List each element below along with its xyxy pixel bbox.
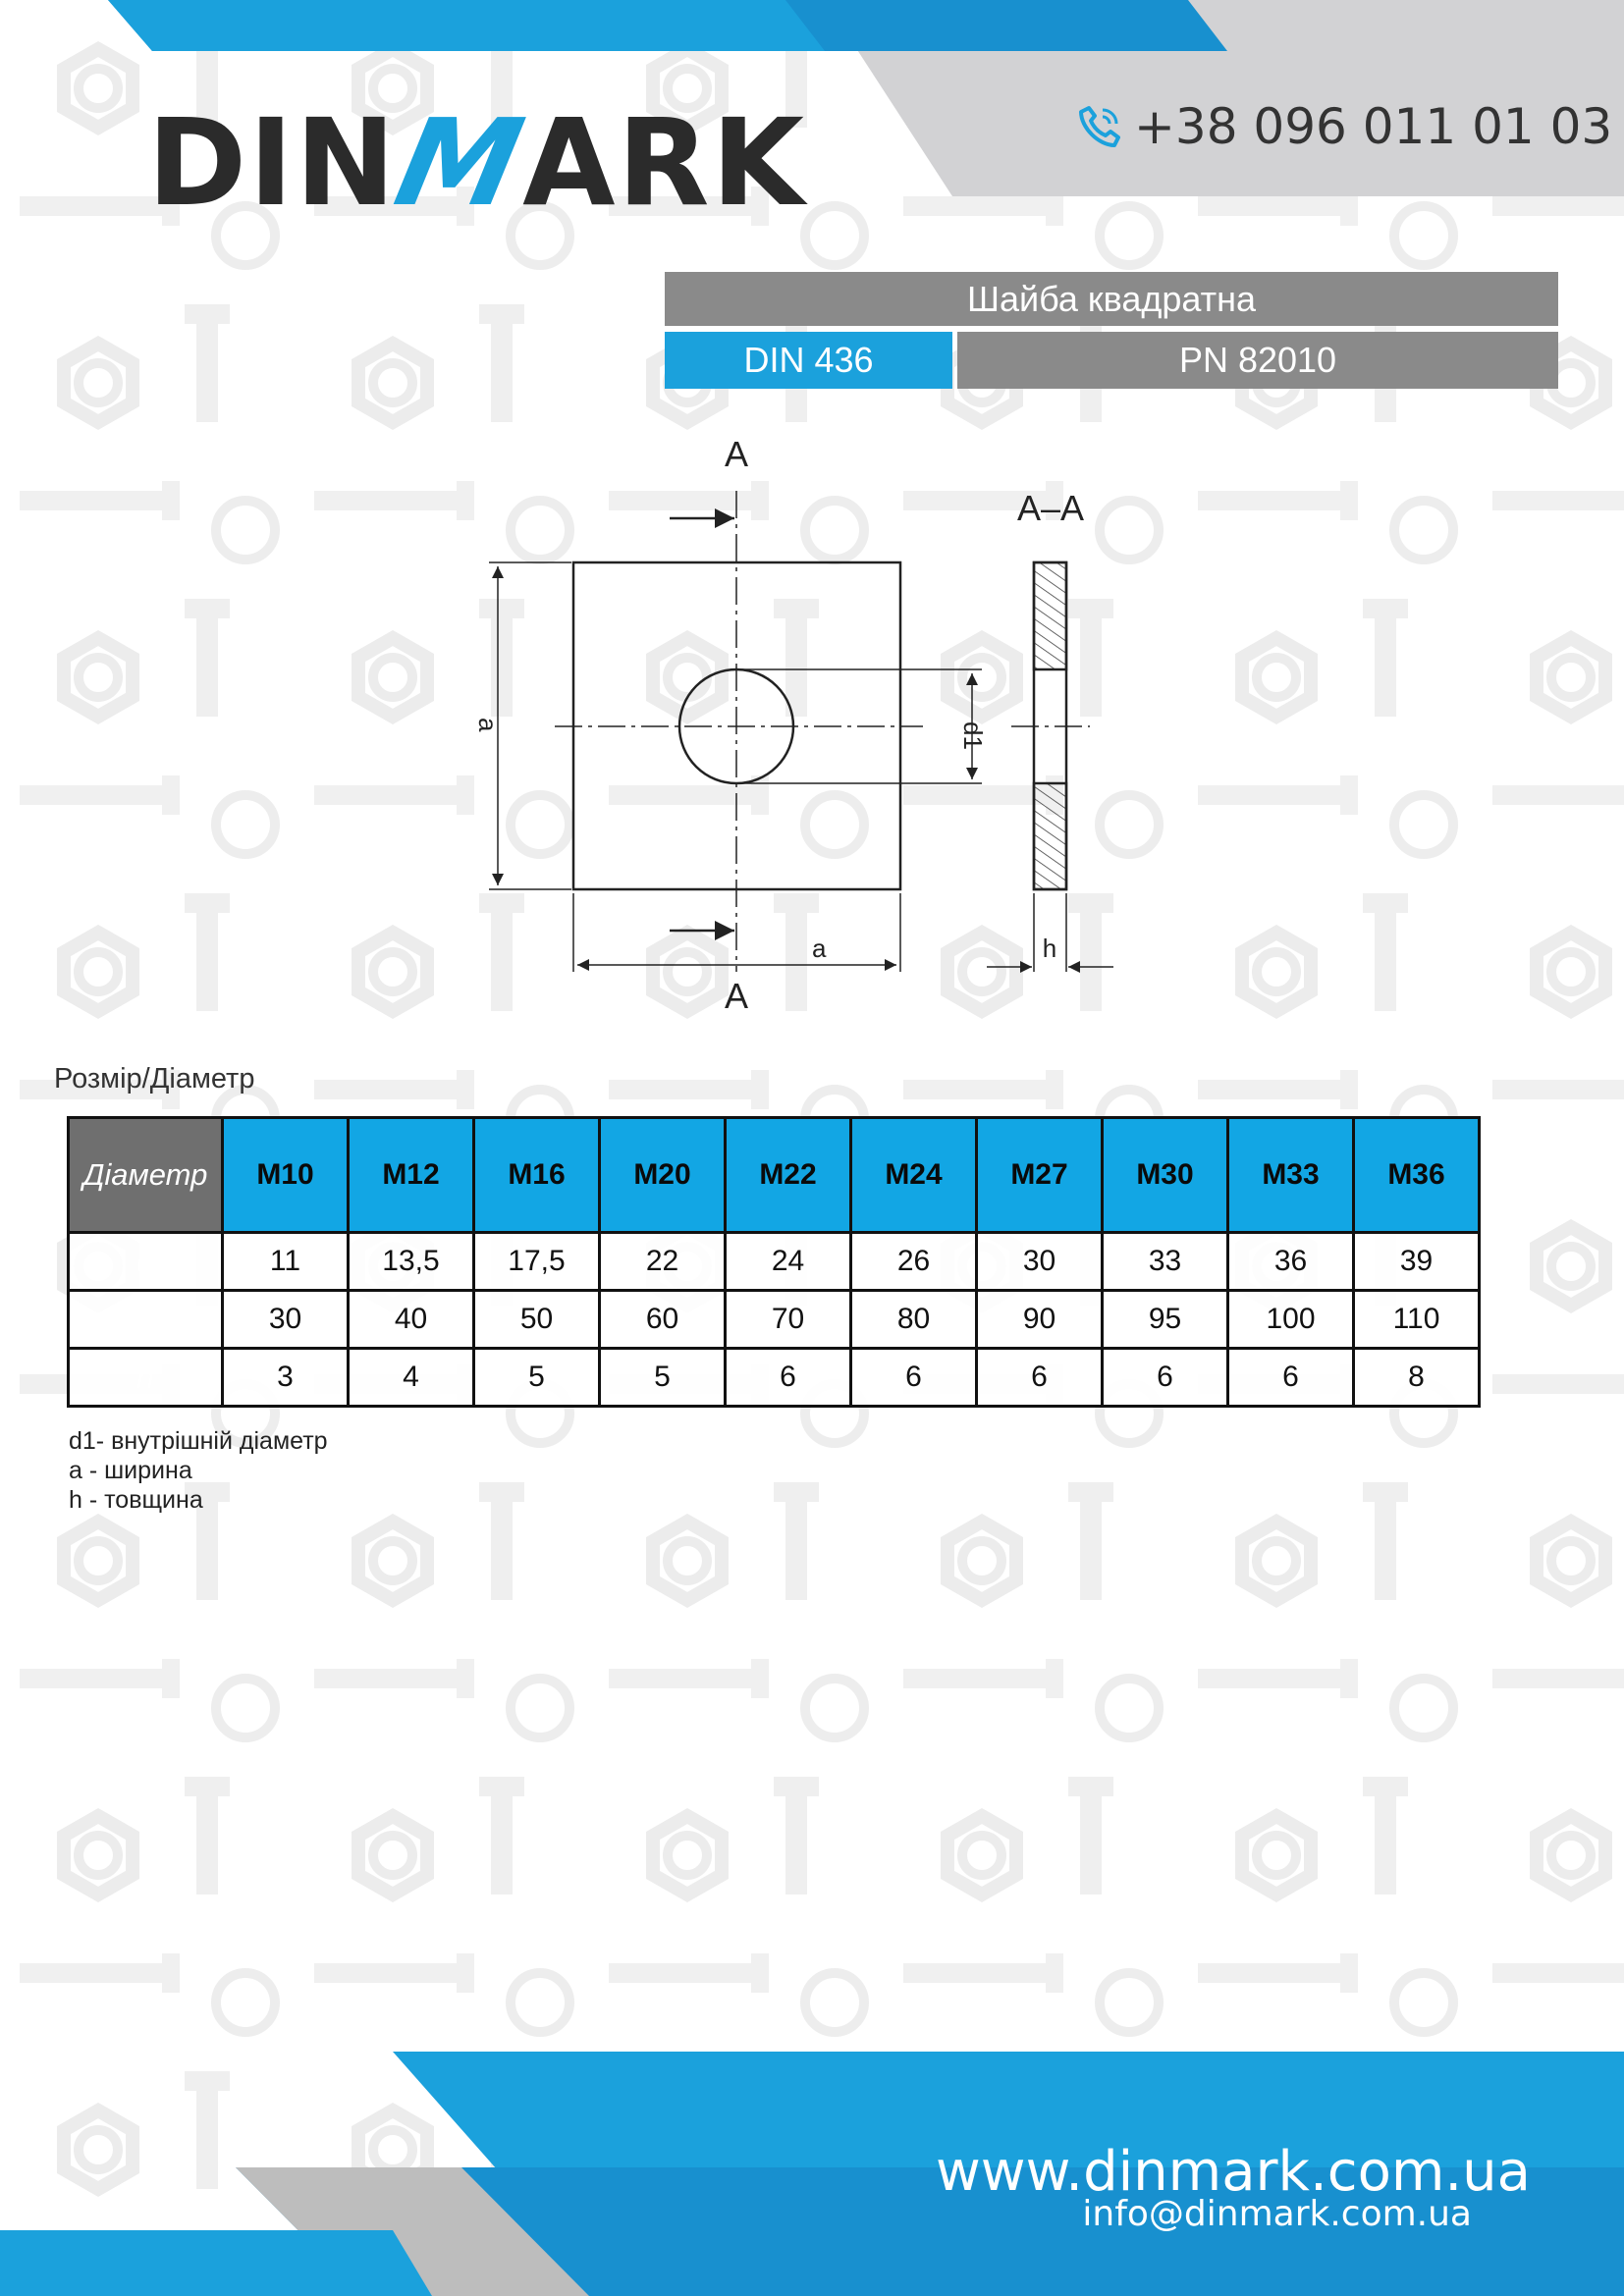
table-cell: 4 [349,1349,474,1407]
table-cell: 100 [1228,1291,1354,1349]
table-cell: 6 [851,1349,977,1407]
legend-item: d1- внутрішній діаметр [69,1427,328,1455]
table-cell: 13,5 [349,1233,474,1291]
table-cell: 17,5 [474,1233,600,1291]
table-cell: 80 [851,1291,977,1349]
dim-a-horizontal: a [812,934,827,963]
table-cell: 33 [1103,1233,1228,1291]
size-table-caption: Розмір/Діаметр [54,1063,255,1095]
size-header: M24 [851,1118,977,1233]
dim-d1: d1 [958,721,988,750]
table-row [69,1233,1480,1291]
size-header: M30 [1103,1118,1228,1233]
phone-icon [1075,102,1124,151]
pn-standard: PN 82010 [957,332,1558,389]
table-cell: 5 [600,1349,726,1407]
phone-number: +38 096 011 01 03 [1134,98,1613,155]
table-cell: 6 [977,1349,1103,1407]
legend-item: h - товщина [69,1486,203,1514]
table-cell: 6 [1228,1349,1354,1407]
product-title: Шайба квадратна [665,272,1558,326]
size-table [67,1116,1481,1408]
table-cell: 3 [223,1349,349,1407]
legend-item: a - ширина [69,1457,192,1484]
table-cell: 5 [474,1349,600,1407]
table-cell: 11 [223,1233,349,1291]
table-cell: 60 [600,1291,726,1349]
table-cell: 39 [1354,1233,1480,1291]
logo-suffix: ARK [522,93,807,233]
table-cell: 6 [1103,1349,1228,1407]
size-header: M16 [474,1118,600,1233]
table-cell: 110 [1354,1291,1480,1349]
logo-mark: M [384,93,536,233]
table-cell: 30 [223,1291,349,1349]
logo-prefix: DIN [147,93,398,233]
size-header: M20 [600,1118,726,1233]
table-cell: 36 [1228,1233,1354,1291]
table-cell: 22 [600,1233,726,1291]
table-row [69,1291,1480,1349]
table-cell: 6 [726,1349,851,1407]
size-header: M22 [726,1118,851,1233]
dinmark-logo [147,93,807,233]
section-label-bottom: A [724,976,749,1016]
din-standard: DIN 436 [665,332,952,389]
table-cell: 26 [851,1233,977,1291]
table-cell: 30 [977,1233,1103,1291]
technical-drawing [461,422,1139,1021]
website-link[interactable]: www.dinmark.com.ua [936,2140,1531,2204]
row-label: a [69,1291,223,1349]
row-label: h [69,1349,223,1407]
table-cell: 8 [1354,1349,1480,1407]
table-cell: 90 [977,1291,1103,1349]
legend [69,1426,328,1515]
dim-h: h [1042,934,1057,963]
table-row [69,1349,1480,1407]
corner-label: Діаметр [69,1118,223,1233]
table-cell: 24 [726,1233,851,1291]
email-link[interactable]: info@dinmark.com.ua [1082,2194,1472,2234]
table-cell: 40 [349,1291,474,1349]
size-header: M10 [223,1118,349,1233]
table-cell: 70 [726,1291,851,1349]
table-cell: 95 [1103,1291,1228,1349]
size-header: M36 [1354,1118,1480,1233]
size-header: M27 [977,1118,1103,1233]
section-view-label: A–A [1016,488,1085,528]
row-label: d [69,1233,223,1291]
table-cell: 50 [474,1291,600,1349]
table-header-row [69,1118,1480,1233]
dim-a-vertical: a [473,718,503,732]
size-header: M33 [1228,1118,1354,1233]
section-label-top: A [724,434,749,474]
phone-contact[interactable] [1075,98,1612,155]
size-header: M12 [349,1118,474,1233]
